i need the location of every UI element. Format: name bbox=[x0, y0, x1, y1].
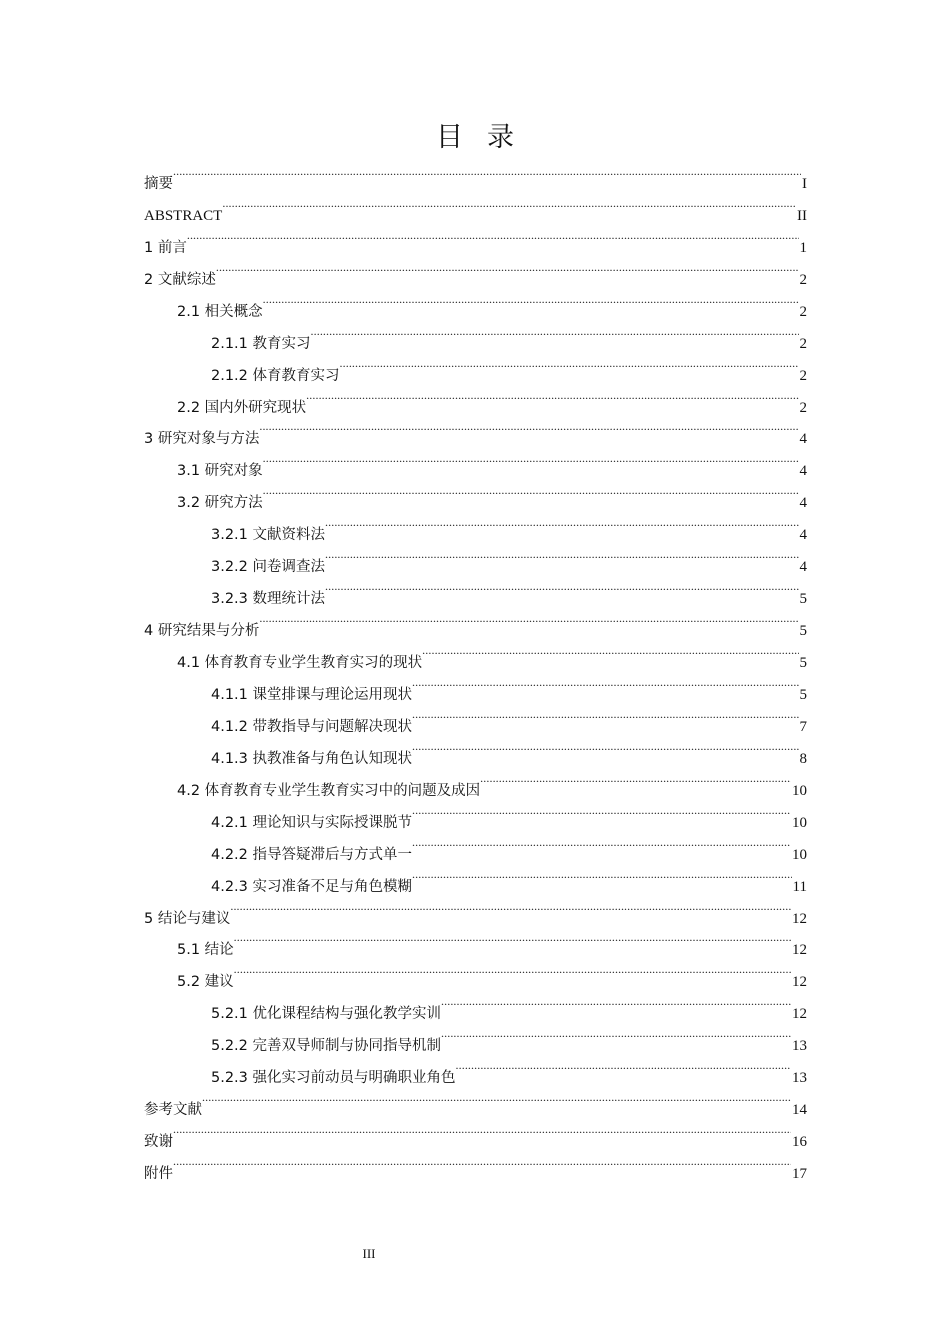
toc-entry-page-number: 17 bbox=[792, 1166, 807, 1182]
toc-entry-page-number: 14 bbox=[792, 1102, 807, 1119]
toc-entry-page-number: 5 bbox=[799, 686, 807, 703]
toc-dot-leader bbox=[412, 859, 792, 891]
toc-entry-page-number: 11 bbox=[792, 878, 807, 895]
toc-entry-label: 5.2.2 完善双导师制与协同指导机制 bbox=[211, 1038, 442, 1055]
toc-entry-label: 3.2.1 文献资料法 bbox=[211, 527, 326, 544]
toc-entry-label: 致谢 bbox=[144, 1134, 173, 1151]
toc-entry[interactable] bbox=[144, 252, 807, 288]
toc-entry-label: 5.2.3 强化实习前动员与明确职业角色 bbox=[211, 1070, 456, 1087]
toc-dot-leader bbox=[441, 986, 791, 1018]
page-number-footer: III bbox=[362, 1246, 376, 1261]
toc-entry-page-number: I bbox=[802, 175, 807, 192]
toc-entry-label: 3.2.3 数理统计法 bbox=[211, 591, 326, 608]
toc-entry-label: 2.2 国内外研究现状 bbox=[177, 399, 307, 416]
toc-entry-page-number: 12 bbox=[792, 910, 807, 927]
toc-entry-page-number: 16 bbox=[792, 1134, 807, 1151]
toc-entry-label: 4.1.1 课堂排课与理论运用现状 bbox=[211, 686, 413, 703]
toc-dot-leader bbox=[230, 891, 791, 923]
toc-entry-page-number: 13 bbox=[792, 1038, 807, 1055]
toc-dot-leader bbox=[263, 475, 799, 507]
toc-entry-label: 附件 bbox=[144, 1166, 173, 1182]
toc-entry-label: 参考文献 bbox=[144, 1102, 202, 1119]
toc-dot-leader bbox=[412, 699, 798, 731]
toc-entry-page-number: 7 bbox=[799, 718, 807, 735]
toc-entry-page-number: 2 bbox=[799, 367, 807, 384]
toc-entry-page-number: 12 bbox=[792, 1006, 807, 1023]
toc-entry[interactable] bbox=[144, 986, 807, 1023]
toc-dot-leader bbox=[234, 923, 791, 955]
toc-entry-page-number: 4 bbox=[799, 431, 807, 448]
toc-entry-label: 3.2.2 问卷调查法 bbox=[211, 559, 326, 576]
toc-entry-label: 3.1 研究对象 bbox=[177, 463, 263, 480]
toc-dot-leader bbox=[340, 348, 799, 380]
toc-entry[interactable] bbox=[144, 284, 807, 320]
toc-entry-page-number: 12 bbox=[792, 974, 807, 991]
toc-entry[interactable] bbox=[144, 1146, 807, 1182]
toc-entry-label: 4 研究结果与分析 bbox=[144, 623, 260, 640]
toc-entry-label: 3.2 研究方法 bbox=[177, 495, 263, 512]
toc-entry-label: 4.1.3 执教准备与角色认知现状 bbox=[211, 750, 413, 767]
toc-entry-label: 4.1.2 带教指导与问题解决现状 bbox=[211, 718, 413, 735]
toc-entry-page-number: 2 bbox=[799, 335, 807, 352]
toc-entry-label: 4.2 体育教育专业学生教育实习中的问题及成因 bbox=[177, 782, 481, 799]
toc-entry-page-number: 10 bbox=[792, 814, 807, 831]
toc-entry-label: 1 前言 bbox=[144, 239, 187, 256]
toc-dot-leader bbox=[202, 1082, 791, 1114]
toc-entry-label: 5.1 结论 bbox=[177, 942, 234, 959]
toc-entry-page-number: 12 bbox=[792, 942, 807, 959]
toc-dot-leader bbox=[412, 667, 798, 699]
toc-entry-label: 5.2.1 优化课程结构与强化教学实训 bbox=[211, 1006, 442, 1023]
table-of-contents bbox=[144, 156, 807, 1182]
toc-entry-page-number: 2 bbox=[799, 303, 807, 320]
toc-entry[interactable] bbox=[144, 954, 807, 991]
toc-entry-label: 4.2.3 实习准备不足与角色模糊 bbox=[211, 878, 413, 895]
toc-entry-label: 2.1 相关概念 bbox=[177, 303, 263, 320]
toc-entry-page-number: 13 bbox=[792, 1070, 807, 1087]
toc-dot-leader bbox=[325, 507, 798, 539]
toc-dot-leader bbox=[412, 731, 798, 763]
toc-entry[interactable] bbox=[144, 188, 807, 224]
toc-entry-label: 4.2.1 理论知识与实际授课脱节 bbox=[211, 814, 413, 831]
toc-title-char-1: 目 bbox=[436, 122, 463, 153]
toc-entry-label: 2.1.1 教育实习 bbox=[211, 335, 311, 352]
toc-dot-leader bbox=[480, 763, 791, 795]
toc-entry-label: 5 结论与建议 bbox=[144, 910, 231, 927]
toc-title bbox=[0, 118, 950, 158]
toc-dot-leader bbox=[306, 380, 798, 412]
toc-dot-leader bbox=[216, 252, 799, 284]
toc-dot-leader bbox=[259, 412, 798, 444]
toc-dot-leader bbox=[412, 795, 791, 827]
toc-dot-leader bbox=[325, 539, 798, 571]
toc-entry-page-number: 2 bbox=[799, 399, 807, 416]
toc-dot-leader bbox=[412, 827, 791, 859]
toc-entry[interactable] bbox=[144, 891, 807, 927]
toc-dot-leader bbox=[263, 284, 799, 316]
toc-dot-leader bbox=[441, 1018, 791, 1050]
toc-entry-page-number: 2 bbox=[799, 271, 807, 288]
toc-entry-page-number: 4 bbox=[799, 559, 807, 576]
toc-dot-leader bbox=[325, 571, 798, 603]
toc-entry-label: 摘要 bbox=[144, 175, 173, 192]
toc-entry-label: ABSTRACT bbox=[144, 207, 223, 224]
toc-entry-page-number: 1 bbox=[799, 239, 807, 256]
toc-entry-label: 2 文献综述 bbox=[144, 271, 216, 288]
toc-entry-page-number: 4 bbox=[799, 495, 807, 512]
toc-dot-leader bbox=[263, 443, 799, 475]
toc-dot-leader bbox=[222, 188, 796, 220]
toc-entry-page-number: 5 bbox=[799, 591, 807, 608]
toc-entry[interactable] bbox=[144, 156, 807, 192]
toc-dot-leader bbox=[173, 156, 801, 188]
toc-entry-page-number: 8 bbox=[799, 750, 807, 767]
toc-entry-label: 2.1.2 体育教育实习 bbox=[211, 367, 340, 384]
toc-entry[interactable] bbox=[144, 1114, 807, 1151]
toc-entry-page-number: 10 bbox=[792, 846, 807, 863]
toc-entry-label: 4.1 体育教育专业学生教育实习的现状 bbox=[177, 655, 423, 671]
toc-entry-page-number: 5 bbox=[799, 623, 807, 640]
toc-dot-leader bbox=[311, 316, 799, 348]
toc-dot-leader bbox=[456, 1050, 791, 1082]
toc-entry[interactable] bbox=[144, 1082, 807, 1119]
toc-dot-leader bbox=[173, 1114, 791, 1146]
toc-dot-leader bbox=[187, 220, 799, 252]
toc-dot-leader bbox=[259, 603, 798, 635]
toc-title-char-2: 录 bbox=[487, 122, 514, 153]
toc-entry-page-number: 10 bbox=[792, 782, 807, 799]
toc-entry-page-number: 4 bbox=[799, 527, 807, 544]
toc-entry-label: 3 研究对象与方法 bbox=[144, 431, 260, 448]
toc-entry-label: 5.2 建议 bbox=[177, 974, 234, 991]
toc-entry[interactable] bbox=[144, 220, 807, 256]
toc-dot-leader bbox=[422, 635, 798, 667]
toc-entry-page-number: II bbox=[797, 207, 807, 224]
toc-dot-leader bbox=[173, 1146, 791, 1178]
toc-entry-label: 4.2.2 指导答疑滞后与方式单一 bbox=[211, 846, 413, 863]
toc-entry-page-number: 5 bbox=[799, 655, 807, 671]
toc-dot-leader bbox=[234, 954, 791, 986]
toc-entry[interactable] bbox=[144, 923, 807, 959]
toc-entry-page-number: 4 bbox=[799, 463, 807, 480]
